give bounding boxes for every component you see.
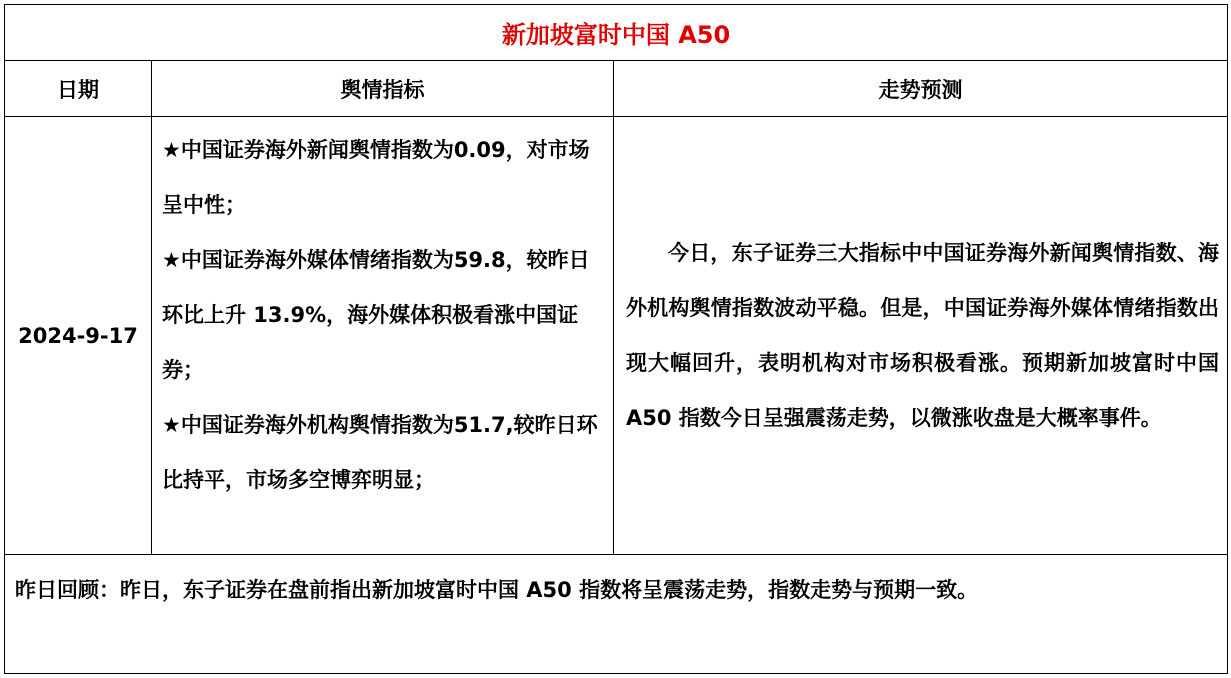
indicator-institution-index: ★中国证券海外机构舆情指数为51.7,较昨日环比持平，市场多空博弈明显； — [162, 413, 598, 492]
forecast-table — [4, 4, 1228, 674]
indicator-media-sentiment: ★中国证券海外媒体情绪指数为59.8，较昨日环比上升 13.9%，海外媒体积极看涨中国证券； — [162, 248, 590, 382]
forecast-text: 今日，东子证券三大指标中中国证券海外新闻舆情指数、海外机构舆情指数波动平稳。但是，中国证券海外媒体情绪指数出现大幅回升，表明机构对市场积极看涨。预期新加坡富时中国 A50 指数今日呈强震荡走势，以微涨收盘是大概率事件。 — [626, 240, 1220, 430]
header-date: 日期 — [5, 61, 152, 117]
table-title: 新加坡富时中国 A50 — [5, 5, 1228, 61]
date-cell: 2024-9-17 — [5, 117, 152, 555]
header-forecast: 走势预测 — [614, 61, 1228, 117]
header-indicators: 舆情指标 — [152, 61, 614, 117]
indicators-cell — [152, 117, 614, 555]
indicator-news-index: ★中国证券海外新闻舆情指数为0.09，对市场呈中性； — [162, 138, 590, 217]
forecast-cell — [614, 117, 1228, 555]
recap-cell: 昨日回顾：昨日，东子证券在盘前指出新加坡富时中国 A50 指数将呈震荡走势，指数走势与预期一致。 — [5, 555, 1228, 674]
